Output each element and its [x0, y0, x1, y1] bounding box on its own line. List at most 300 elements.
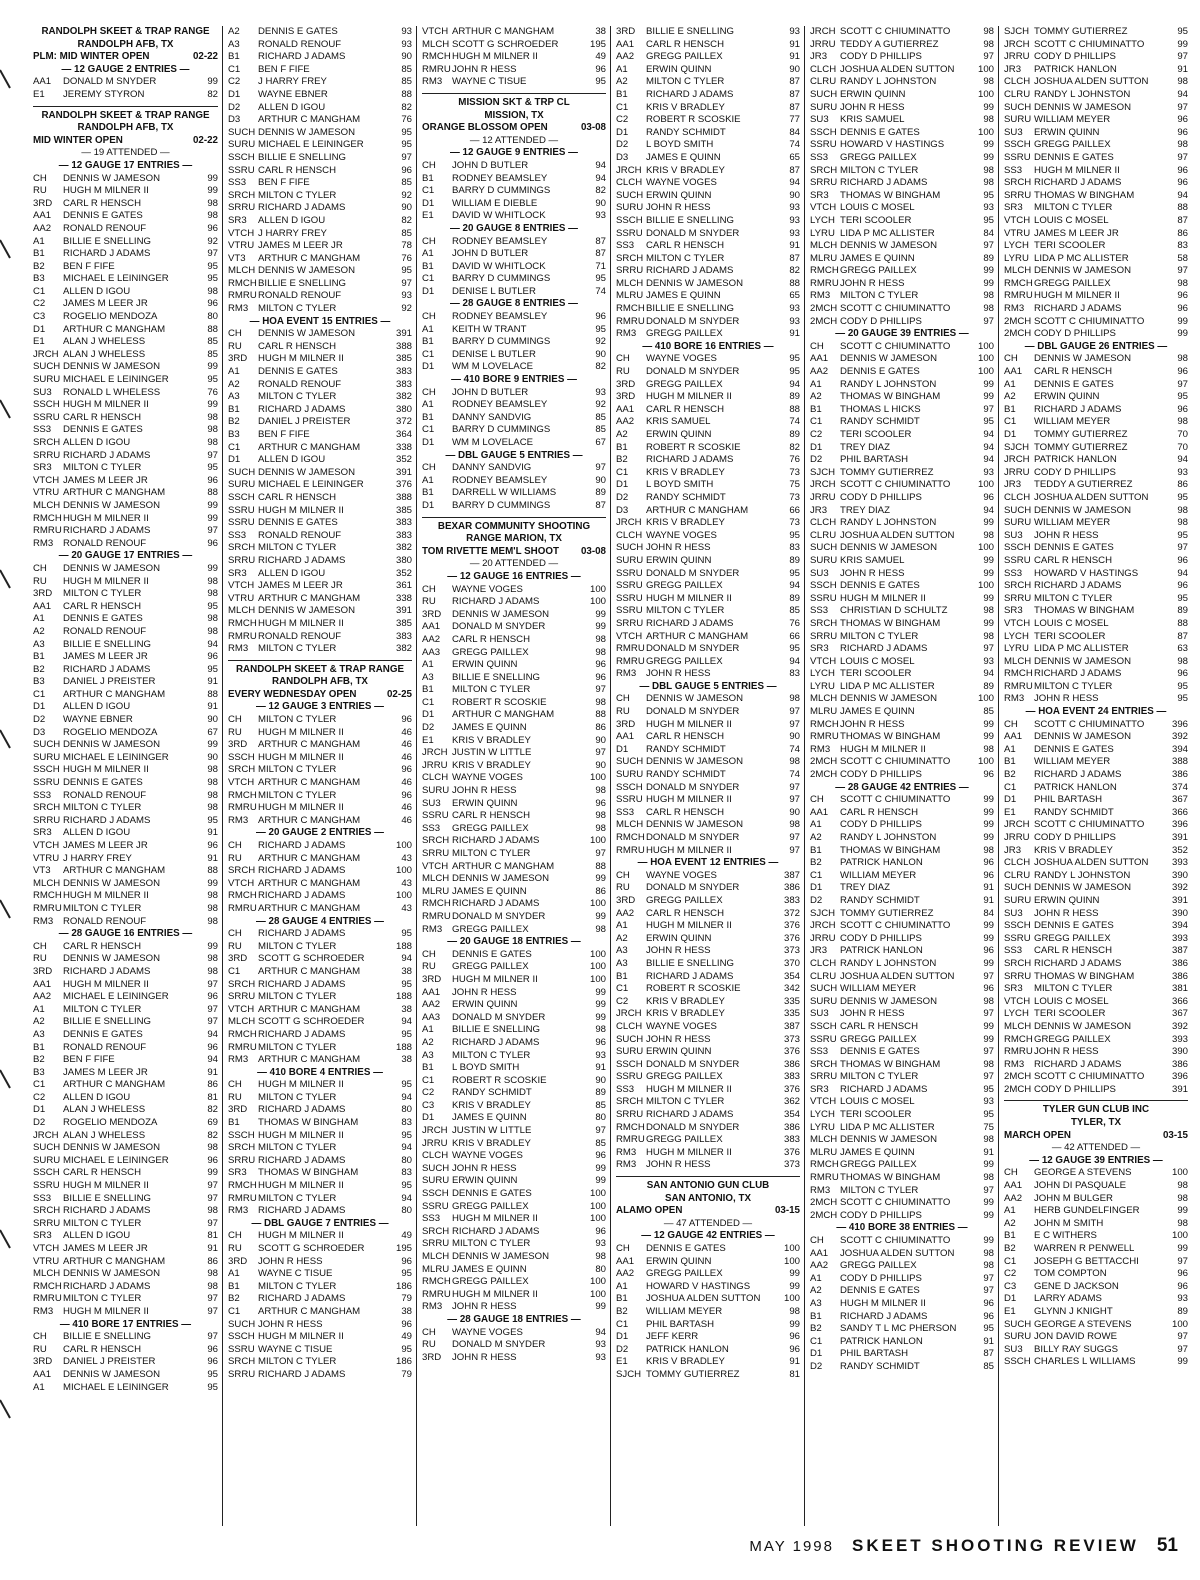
result-row — [228, 580, 412, 593]
score: 96 — [401, 764, 412, 776]
shooter-name: ERWIN QUINN — [646, 554, 712, 566]
result-row — [422, 500, 606, 513]
result-row — [228, 865, 412, 878]
shooter-name: MILTON C TYLER — [258, 189, 337, 201]
result-row — [33, 953, 218, 966]
class-code: B1 — [422, 684, 434, 696]
shooter-name: CARL R HENSCH — [646, 403, 725, 415]
result-row — [1004, 668, 1188, 681]
shooter-name: THOMAS W BINGHAM — [258, 1117, 359, 1129]
shooter-name: MILTON C TYLER — [63, 588, 142, 600]
class-code: RMRU — [33, 902, 62, 914]
shooter-name: ALLEN D IGOU — [63, 827, 131, 839]
class-code: B1 — [1004, 403, 1016, 415]
class-code: E1 — [422, 734, 434, 746]
score: 100 — [589, 1276, 606, 1288]
class-code: JRCH — [422, 1125, 448, 1137]
event-header: — 28 GAUGE 4 ENTRIES — — [256, 915, 384, 927]
shooter-name: HUGH M MILNER II — [258, 751, 344, 763]
class-code: RMCH — [33, 890, 62, 902]
shooter-name: HUGH M MILNER II — [646, 920, 732, 932]
result-row — [33, 374, 218, 387]
class-code: MLCH — [810, 693, 838, 705]
score: 99 — [595, 1011, 606, 1023]
class-code: RMCH — [228, 1028, 257, 1040]
class-code: MLCH — [810, 240, 838, 252]
class-code: 3RD — [422, 973, 442, 985]
score: 63 — [1177, 643, 1188, 655]
score: 88 — [595, 709, 606, 721]
shooter-name: ALAN J WHELESS — [63, 1104, 146, 1116]
shooter-name: SCOTT C CHIUMINATTO — [840, 1235, 951, 1246]
shooter-name: RONALD RENOUF — [63, 222, 147, 234]
score: 99 — [983, 1159, 994, 1171]
score: 93 — [595, 1238, 606, 1250]
result-row — [616, 429, 800, 442]
score: 88 — [207, 688, 218, 700]
result-row — [810, 353, 994, 366]
result-row — [422, 26, 606, 39]
result-row — [228, 1016, 412, 1029]
class-code: SRCH — [228, 764, 256, 776]
shooter-name: WAYNE VOGES — [452, 772, 523, 784]
shooter-name: THOMAS W BINGHAM — [1034, 970, 1135, 982]
class-code: JRRU — [810, 932, 836, 944]
class-code: B2 — [1004, 1243, 1016, 1254]
score: 97 — [207, 1192, 218, 1204]
class-code: D2 — [616, 491, 629, 503]
class-code: D1 — [422, 437, 435, 448]
result-row — [422, 248, 606, 261]
score: 99 — [983, 1209, 994, 1221]
class-code: SRCH — [228, 865, 256, 877]
class-code: JRCH — [616, 1008, 642, 1020]
shooter-name: JOHN R HESS — [840, 718, 905, 730]
class-code: SR3 — [228, 214, 247, 226]
class-code: RM3 — [1004, 303, 1025, 315]
result-row — [33, 450, 218, 463]
shooter-name: RICHARD J ADAMS — [1034, 403, 1122, 415]
shooter-name: MICHAEL E LEININGER — [63, 1154, 169, 1166]
result-row — [422, 735, 606, 748]
result-row — [1004, 454, 1188, 467]
class-code: B1 — [422, 336, 434, 348]
result-row — [228, 442, 412, 455]
shooter-name: ERWIN QUINN — [452, 659, 518, 671]
class-code: B2 — [33, 260, 45, 272]
shooter-name: THOMAS W BINGHAM — [840, 391, 941, 403]
class-code: RM3 — [228, 643, 249, 655]
score: 99 — [207, 399, 218, 411]
result-row — [810, 1311, 994, 1324]
class-code: SR3 — [1004, 605, 1023, 617]
result-row — [228, 966, 412, 979]
class-code: CH — [422, 1326, 436, 1338]
shooter-name: GREGG PAILLEX — [1034, 139, 1111, 151]
result-row — [228, 941, 412, 954]
shooter-name: LOUIS C MOSEL — [840, 655, 915, 667]
shooter-name: SCOTT C CHIUMINATTO — [840, 1197, 951, 1209]
result-row — [228, 1054, 412, 1067]
score: 100 — [395, 865, 412, 877]
score: 99 — [789, 1318, 800, 1330]
score: 95 — [1177, 491, 1188, 503]
result-row — [422, 236, 606, 249]
shooter-name: CHARLES L WILLIAMS — [1034, 1356, 1136, 1368]
class-code: SSRU — [810, 1033, 837, 1045]
result-row — [33, 752, 218, 765]
class-code: D1 — [228, 454, 241, 466]
shooter-name: RANDY L JOHNSTON — [840, 832, 937, 843]
event-header: — 20 GAUGE 8 ENTRIES — — [450, 222, 578, 234]
shooter-name: THOMAS W BINGHAM — [1034, 605, 1135, 617]
result-row — [616, 1268, 800, 1281]
class-code: RMCH — [422, 51, 451, 63]
score: 90 — [595, 197, 606, 209]
class-code: VTCH — [228, 777, 255, 789]
score: 352 — [1171, 844, 1188, 856]
score: 362 — [783, 1096, 800, 1108]
result-row — [33, 210, 218, 223]
score: 100 — [589, 772, 606, 784]
result-row — [422, 1352, 606, 1365]
result-row — [422, 861, 606, 874]
shooter-name: CODY D PHILLIPS — [840, 1209, 922, 1221]
score: 84 — [983, 227, 994, 239]
class-code: JRRU — [1004, 466, 1030, 478]
result-row — [422, 51, 606, 64]
result-row — [616, 794, 800, 807]
class-code: SSCH — [1004, 139, 1031, 151]
shooter-name: THOMAS W BINGHAM — [840, 731, 941, 743]
score: 96 — [595, 659, 606, 671]
shooter-name: KRIS V BRADLEY — [646, 995, 725, 1007]
score: 338 — [395, 441, 412, 453]
class-code: SU3 — [810, 567, 829, 579]
class-code: SRCH — [228, 189, 256, 201]
score: 69 — [207, 1117, 218, 1129]
score: 96 — [595, 311, 606, 323]
shooter-name: RANDY SCHMIDT — [840, 1360, 920, 1372]
class-code: LYCH — [1004, 630, 1029, 642]
class-code: RU — [616, 706, 630, 718]
score: 94 — [983, 441, 994, 453]
score: 84 — [789, 126, 800, 138]
class-code: C3 — [1004, 1280, 1017, 1292]
shooter-name: JOHN R HESS — [840, 1008, 905, 1020]
score: 99 — [207, 76, 218, 88]
class-code: SURU — [616, 202, 644, 214]
result-row — [616, 845, 800, 858]
result-row — [810, 996, 994, 1009]
score: 100 — [977, 126, 994, 138]
class-code: C1 — [810, 1335, 823, 1347]
class-code: SRCH — [33, 437, 61, 448]
class-code: SS3 — [810, 605, 829, 617]
shooter-name: MICHAEL E LEININGER — [63, 991, 169, 1003]
score: 98 — [207, 625, 218, 637]
result-row — [422, 1150, 606, 1163]
event-header: — HOA EVENT 12 ENTRIES — — [637, 857, 779, 869]
class-code: SRCH — [1004, 580, 1032, 592]
class-code: RU — [616, 366, 630, 378]
score: 98 — [207, 1268, 218, 1280]
club-name-line: MISSION, TX — [484, 109, 544, 121]
result-row — [616, 983, 800, 996]
event-header: — 28 GAUGE 16 ENTRIES — — [58, 928, 193, 940]
class-code: D1 — [422, 361, 435, 373]
shooter-name: SCOTT C CHIUMINATTO — [840, 794, 951, 806]
shooter-name: MILTON C TYLER — [63, 462, 142, 474]
class-code: A1 — [616, 63, 628, 75]
result-row — [616, 933, 800, 946]
class-code: RMCH — [1004, 668, 1033, 680]
class-code: SSCH — [228, 1129, 255, 1141]
results-column — [28, 26, 222, 1526]
score: 99 — [789, 1280, 800, 1292]
result-row — [422, 1327, 606, 1340]
shooter-name: RANDY L JOHNSTON — [840, 378, 937, 390]
shooter-name: RONALD RENOUF — [63, 625, 147, 637]
shooter-name: GREGG PAILLEX — [840, 1033, 917, 1045]
score: 95 — [401, 1129, 412, 1141]
class-code: A1 — [422, 659, 434, 671]
class-code: RMRU — [810, 277, 839, 289]
result-row — [33, 1029, 218, 1042]
result-row — [616, 51, 800, 64]
score: 95 — [401, 1028, 412, 1040]
result-row — [228, 953, 412, 966]
class-code: SRRU — [810, 177, 838, 189]
score: 372 — [395, 416, 412, 428]
shooter-name: DENNIS E GATES — [1034, 378, 1114, 390]
result-row — [422, 1050, 606, 1063]
class-code: SSCH — [228, 751, 255, 763]
class-code: B1 — [228, 51, 240, 63]
score: 92 — [595, 336, 606, 348]
score: 89 — [1177, 1305, 1188, 1317]
result-row — [810, 1260, 994, 1273]
shooter-name: J HARRY FREY — [63, 852, 132, 864]
class-code: SRRU — [422, 1238, 450, 1250]
class-code: B1 — [616, 1293, 628, 1305]
result-row — [1004, 1256, 1188, 1269]
result-row — [810, 366, 994, 379]
shooter-name: MILTON C TYLER — [646, 605, 725, 617]
score: 98 — [595, 810, 606, 822]
score: 100 — [589, 973, 606, 985]
class-code: A3 — [616, 945, 628, 957]
result-row — [422, 772, 606, 785]
result-row — [228, 1079, 412, 1092]
shooter-name: ERWIN QUINN — [452, 797, 518, 809]
shooter-name: ARTHUR C MANGHAM — [258, 114, 361, 126]
class-code: SRRU — [616, 1109, 644, 1121]
shooter-name: ROGELIO MENDOZA — [63, 1117, 158, 1129]
score: 90 — [401, 202, 412, 214]
score: 92 — [401, 303, 412, 315]
shooter-name: ARTHUR C MANGHAM — [258, 1305, 361, 1317]
shooter-name: JOHN R HESS — [840, 277, 905, 289]
result-row — [228, 102, 412, 115]
result-row — [422, 596, 606, 609]
score: 93 — [595, 1339, 606, 1351]
shoot-title — [228, 689, 412, 702]
score: 83 — [789, 668, 800, 680]
shooter-name: CODY D PHILLIPS — [840, 491, 922, 503]
class-code: D3 — [616, 504, 629, 516]
shooter-name: JUSTIN W LITTLE — [452, 1125, 532, 1137]
class-code: RMCH — [810, 1159, 839, 1171]
shooter-name: GREGG PAILLEX — [1034, 932, 1111, 944]
score: 85 — [401, 177, 412, 189]
result-row — [422, 1138, 606, 1151]
class-code: RM3 — [616, 328, 637, 340]
result-row — [33, 903, 218, 916]
score: 354 — [783, 1109, 800, 1121]
result-row — [1004, 165, 1188, 178]
score: 96 — [595, 1150, 606, 1162]
score: 98 — [595, 1024, 606, 1036]
result-row — [228, 177, 412, 190]
class-code: SR3 — [33, 1230, 52, 1242]
class-code: B2 — [810, 1323, 822, 1335]
score: 100 — [1171, 1230, 1188, 1242]
score: 376 — [395, 479, 412, 491]
shooter-name: DENNIS W JAMESON — [63, 1142, 161, 1154]
class-code: JR3 — [1004, 844, 1022, 856]
score: 98 — [983, 164, 994, 176]
score: 98 — [1177, 76, 1188, 88]
score: 85 — [207, 336, 218, 348]
result-row — [422, 1012, 606, 1025]
class-code: C1 — [228, 441, 241, 453]
class-code: CH — [422, 311, 436, 323]
shooter-name: GREGG PAILLEX — [452, 923, 529, 935]
class-code: SSRU — [616, 227, 643, 239]
result-row — [810, 152, 994, 165]
score: 98 — [983, 630, 994, 642]
result-row — [33, 1369, 218, 1382]
shooter-name: MILTON C TYLER — [258, 1091, 337, 1103]
score: 98 — [983, 605, 994, 617]
score: 46 — [401, 739, 412, 751]
result-row — [228, 1230, 412, 1243]
score: 95 — [401, 1079, 412, 1091]
result-row — [422, 684, 606, 697]
score: 393 — [1171, 932, 1188, 944]
shoot-title — [616, 1205, 800, 1218]
score: 372 — [783, 907, 800, 919]
result-row — [422, 261, 606, 274]
class-code: CLRU — [810, 76, 837, 88]
result-row — [33, 727, 218, 740]
score: 96 — [789, 1331, 800, 1343]
shooter-name: WILLIAM MEYER — [840, 869, 917, 881]
result-row — [422, 1075, 606, 1088]
result-row — [33, 76, 218, 89]
score: 90 — [789, 731, 800, 743]
class-code: C1 — [422, 696, 435, 708]
shooter-name: DONALD M SNYDER — [646, 567, 740, 579]
result-row — [33, 865, 218, 878]
shooter-name: HUGH M MILNER II — [646, 1083, 732, 1095]
shooter-name: LIDA P MC ALLISTER — [1034, 643, 1129, 655]
class-code: A2 — [228, 26, 240, 37]
result-row — [228, 303, 412, 316]
score: 85 — [789, 605, 800, 617]
result-row — [228, 1029, 412, 1042]
class-code: RMRU — [422, 910, 451, 922]
shooter-name: BEN F FIFE — [63, 260, 115, 272]
score: 97 — [983, 1184, 994, 1196]
result-row — [1004, 190, 1188, 203]
result-row — [33, 173, 218, 186]
shooter-name: MILTON C TYLER — [1034, 202, 1113, 214]
result-row — [422, 424, 606, 437]
shooter-name: SCOTT C CHIUMINATTO — [1034, 38, 1145, 50]
shooter-name: TOMMY GUTIERREZ — [840, 466, 934, 478]
class-code: SS3 — [33, 789, 52, 801]
shooter-name: DENNIS E GATES — [258, 517, 338, 529]
score: 96 — [1177, 580, 1188, 592]
shooter-name: BILLY RAY SUGGS — [1034, 1343, 1119, 1355]
shooter-name: HUGH M MILNER II — [63, 978, 149, 990]
class-code: SRRU — [33, 814, 61, 826]
score: 85 — [595, 1137, 606, 1149]
class-code: JRCH — [810, 920, 836, 932]
shooter-name: DENNIS W JAMESON — [840, 542, 938, 554]
class-code: 3RD — [228, 953, 248, 965]
shooter-name: JAMES E QUINN — [452, 885, 527, 897]
result-row — [1004, 983, 1188, 996]
result-row — [810, 303, 994, 316]
score: 99 — [789, 1268, 800, 1280]
score: 98 — [1177, 517, 1188, 529]
shooter-name: ALLEN D IGOU — [63, 437, 131, 448]
result-row — [1004, 845, 1188, 858]
score: 380 — [395, 554, 412, 566]
score: 91 — [983, 1335, 994, 1347]
score: 376 — [783, 920, 800, 932]
class-code: AA2 — [1004, 1192, 1023, 1204]
result-row — [810, 127, 994, 140]
score: 96 — [401, 164, 412, 176]
class-code: C1 — [228, 965, 241, 977]
class-code: SURU — [616, 769, 644, 781]
score: 96 — [1177, 164, 1188, 176]
class-code: SRCH — [33, 802, 61, 814]
result-row — [810, 454, 994, 467]
score: 91 — [983, 882, 994, 894]
score: 97 — [207, 525, 218, 537]
class-code: C2 — [616, 995, 629, 1007]
class-code: B1 — [422, 411, 434, 423]
result-row — [810, 1348, 994, 1361]
score: 97 — [207, 1217, 218, 1229]
result-row — [616, 971, 800, 984]
class-code: E1 — [422, 210, 434, 222]
score: 99 — [1177, 328, 1188, 340]
class-code: SUCH — [33, 361, 61, 373]
class-code: C1 — [616, 983, 629, 995]
result-row — [1004, 1180, 1188, 1193]
result-row — [422, 924, 606, 937]
class-code: E1 — [1004, 1305, 1016, 1317]
shooter-name: MILTON C TYLER — [63, 802, 142, 814]
result-row — [422, 672, 606, 685]
shooter-name: TOMMY GUTIERREZ — [646, 1368, 740, 1380]
